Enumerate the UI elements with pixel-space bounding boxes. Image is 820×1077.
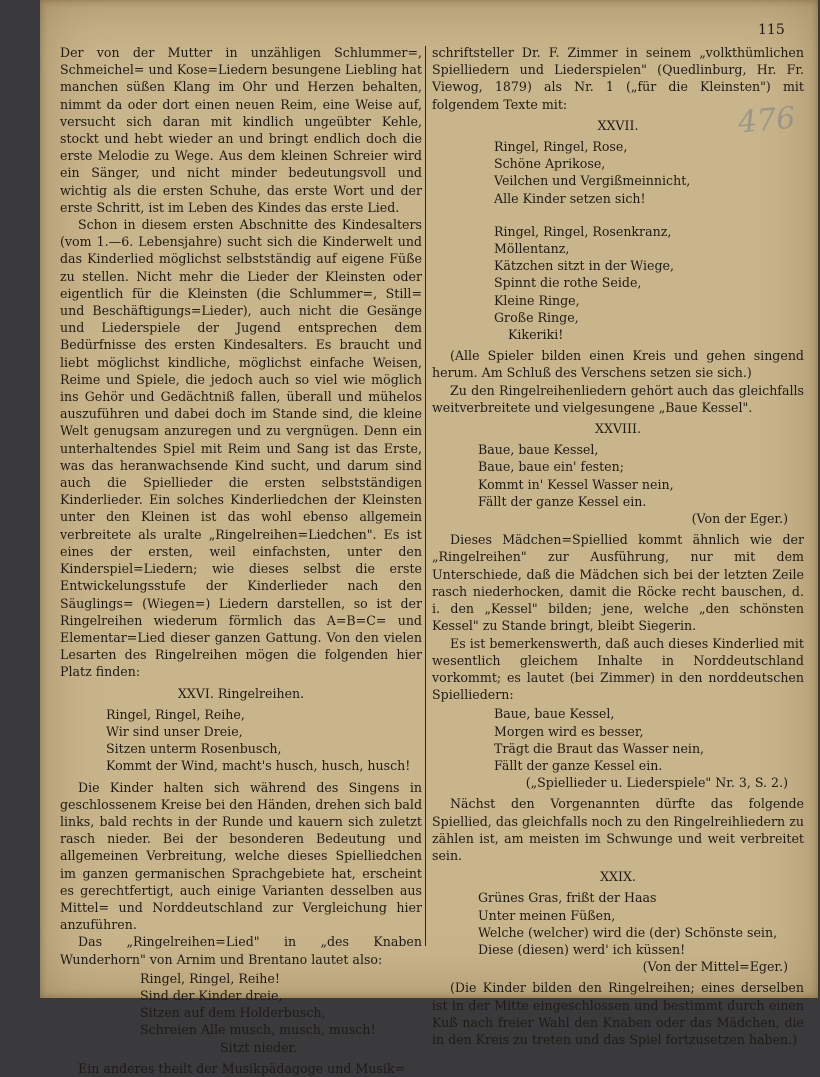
verse-line: Fällt der ganze Kessel ein. <box>494 757 663 773</box>
verse-wunderhorn <box>60 970 422 1056</box>
paragraph: Der von der Mutter in unzähligen Schlummer=, Schmeichel= und Kose=Liedern besungene Liebling hat manchen süßen Klang im Ohr und Herzen behalten, nimmt da oder dort einen neuen Reim, eine Weise auf, versucht sich daran mit kindlich ungeübter Kehle, stockt und hebt wieder an und bringt endlich doch die erste Melodie zu Wege. Aus dem kleinen Schreier wird ein Sänger, und nicht minder bedeutungsvoll und wichtig als die ersten Schuhe, das erste Wort und der erste Schritt, ist im Leben des Kindes das erste Lied. <box>60 45 422 215</box>
verse-line: Kätzchen sitzt in der Wiege, <box>494 258 674 274</box>
paragraph: Die Kinder halten sich während des Singens in geschlossenem Kreise bei den Händen, drehen sich bald links, bald rechts in der Runde und kauern sich zuletzt rasch nieder. Bei der besonderen Bedeutung und allgemeinen Verbreitung, welche dieses Spielliedchen im ganzen germanischen Sprachgebiete hat, erscheint es gerechtfertigt, auch einige Varianten desselben aus Mittel= und Norddeutschland zur Vergleichung hier anzuführen. <box>60 779 422 933</box>
verse-27b <box>432 223 804 343</box>
verse-line: Kommt in' Kessel Wasser nein, <box>478 476 674 492</box>
paragraph: (Alle Spieler bilden einen Kreis und gehen singend herum. Am Schluß des Verschens setzen sie sich.) <box>432 348 804 381</box>
verse-line: Fällt der ganze Kessel ein. <box>478 493 647 509</box>
verse-line: Ringel, Ringel, Reihe! <box>140 970 280 986</box>
verse-27a <box>432 138 804 207</box>
left-column <box>60 44 422 1077</box>
verse-line: Ringel, Ringel, Reihe, <box>106 706 245 722</box>
paragraph: Dieses Mädchen=Spiellied kommt ähnlich wie der „Ringelreihen" zur Ausführung, nur mit dem Unterschiede, daß die Mädchen sich bei der letzten Zeile rasch niederhocken, damit die Röcke recht bauschen, d. i. den „Kessel" bilden; jene, welche „den schönsten Kessel" zu Stande bringt, bleibt Siegerin. <box>432 532 804 634</box>
verse-line: Kikeriki! <box>508 327 564 343</box>
song-heading-27: XXVII. <box>597 117 639 133</box>
verse-29 <box>432 889 804 975</box>
verse-line: Sitzen auf dem Holderbusch, <box>140 1005 326 1021</box>
pencil-note: 476 <box>736 100 797 141</box>
verse-line: Ringel, Ringel, Rose, <box>494 139 628 155</box>
verse-line: Baue, baue Kessel, <box>478 442 599 458</box>
song-heading-29: XXIX. <box>600 869 636 885</box>
verse-line: Baue, baue ein' festen; <box>478 459 624 475</box>
verse-line: Welche (welcher) wird die (der) Schönste sein, <box>478 924 778 940</box>
verse-line: Grünes Gras, frißt der Haas <box>478 890 657 906</box>
verse-28 <box>432 441 804 527</box>
verse-26 <box>60 706 422 775</box>
paragraph: Das „Ringelreihen=Lied" in „des Knaben Wunderhorn" von Arnim und Brentano lautet also: <box>60 934 422 967</box>
paragraph: Ein anderes theilt der Musikpädagoge und Musik= <box>78 1060 406 1076</box>
verse-line: Ringel, Ringel, Rosenkranz, <box>494 223 672 239</box>
verse-line: Alle Kinder setzen sich! <box>494 190 646 206</box>
right-column <box>432 44 804 1048</box>
book-page <box>40 0 818 1076</box>
verse-line: Sind der Kinder dreie, <box>140 987 283 1003</box>
verse-line: Spinnt die rothe Seide, <box>494 275 642 291</box>
verse-line: Diese (diesen) werd' ich küssen! <box>478 941 686 957</box>
page-number: 115 <box>758 22 785 38</box>
verse-line: Schöne Aprikose, <box>494 156 606 172</box>
verse-line: Veilchen und Vergißmeinnicht, <box>494 173 691 189</box>
verse-line: Schreien Alle musch, musch, musch! <box>140 1022 376 1038</box>
paragraph: (Die Kinder bilden den Ringelreihen; eines derselben ist in der Mitte eingeschlossen und bestimmt durch einen Kuß nach freier Wahl den Knaben oder das Mädchen, die in den Kreis zu treten und das Spiel fortzusetzen haben.) <box>432 980 804 1047</box>
verse-line: Wir sind unser Dreie, <box>106 723 243 739</box>
verse-north <box>432 705 804 791</box>
verse-source: („Spiellieder u. Liederspiele" Nr. 3, S. 2.) <box>525 775 788 791</box>
verse-line: Kleine Ringe, <box>494 292 580 308</box>
song-heading-28: XXVIII. <box>595 421 641 437</box>
column-divider <box>425 46 426 946</box>
paragraph: Zu den Ringelreihenliedern gehört auch das gleichfalls weitverbreitete und vielgesungene „Baue Kessel". <box>432 382 804 415</box>
verse-line: Unter meinen Füßen, <box>478 907 616 923</box>
verse-line: Große Ringe, <box>494 309 579 325</box>
verse-line: Baue, baue Kessel, <box>494 706 615 722</box>
paragraph: Schon in diesem ersten Abschnitte des Kindesalters (vom 1.—6. Lebensjahre) sucht sich die Kinderwelt und das Kinderlied möglichst selbstständig auf eigene Füße zu stellen. Nicht mehr die Lieder der Kleinsten oder eigentlich für die Kleinsten (die Schlummer=, Still= und Beschäftigungs=Lieder), auch nicht die Gesänge und Liederspiele der Jugend entsprechen dem Bedürfnisse des ersten Kindesalters. Es braucht und liebt möglichst kindliche, möglichst einfache Weisen, Reime und Spiele, die jedoch auch so viel wie möglich ins Gehör und Gedächtniß fallen, überall und mühelos auszuführen und dabei doch im Stande sind, die kleine Welt genugsam anzuregen und zu vergnügen. Denn ein unterhaltendes Spiel mit Reim und Sang ist das Erste, was das heranwachsende Kind sucht, und darum sind auch die Spiellieder die ersten selbstständigen Kinderlieder. Ein solches Kinderliedchen der Kleinsten unter den Kleinen ist das wohl ebenso allgemein verbreitete als uralte „Ringelreihen=Liedchen". Es ist eines der ersten, weil einfachsten, unter den Kinderspiel=Liedern; wie dieses selbst die erste Entwickelungsstufe der Kinderlieder nach den Säuglings= (Wiegen=) Liedern darstellen, so ist der Ringelreihen wiederum förmlich das A=B=C= und Elementar=Lied dieser ganzen Gattung. Von den vielen Lesarten des Ringelreihen mögen die folgenden hier Platz finden: <box>60 217 422 680</box>
paragraph: Es ist bemerkenswerth, daß auch dieses Kinderlied mit wesentlich gleichem Inhalte in Norddeutschland vorkommt; es lautet (bei Zimmer) in den norddeutschen Spielliedern: <box>432 635 804 703</box>
verse-line: Kommt der Wind, macht's husch, husch, husch! <box>106 758 411 774</box>
song-heading-26: XXVI. Ringelreihen. <box>177 685 305 701</box>
verse-line: Möllentanz, <box>494 241 570 257</box>
verse-line: Morgen wird es besser, <box>494 723 644 739</box>
verse-source: (Von der Mittel=Eger.) <box>642 959 788 975</box>
verse-source: (Von der Eger.) <box>691 511 788 527</box>
verse-line: Sitzt nieder. <box>220 1039 298 1055</box>
verse-line: Sitzen unterm Rosenbusch, <box>106 741 282 757</box>
verse-line: Trägt die Braut das Wasser nein, <box>494 740 705 756</box>
paragraph: Nächst den Vorgenannten dürfte das folgende Spiellied, das gleichfalls noch zu den Ringelreihliedern zu zählen ist, am meisten im Schwunge und weit verbreitet sein. <box>432 796 804 863</box>
paragraph: schriftsteller Dr. F. Zimmer in seinem „volkthümlichen Spielliedern und Liederspielen" (Quedlinburg, Hr. Fr. Viewog, 1879) als Nr. 1 („für die Kleinsten") mit folgendem Texte mit: <box>432 45 804 112</box>
